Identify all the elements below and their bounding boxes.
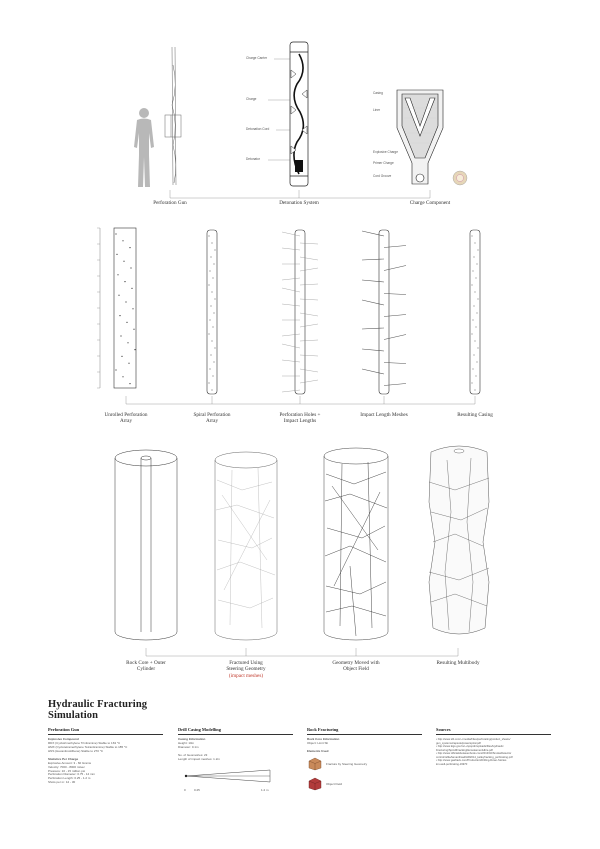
label-perforation-gun: Perforation Gun <box>153 200 187 206</box>
col1-sub1: Explosive Compound <box>48 737 79 741</box>
col-heading-sources: Sources <box>436 727 451 732</box>
scale-label-12: 1.2 m <box>261 788 269 792</box>
label-unrolled-array: Unrolled Perforation Array <box>104 412 148 425</box>
label-rock-core: Rock Core + Outer Cylinder <box>126 660 166 673</box>
col1-lines1: RDX (Cyclotrimethylene Trinitramine) Stable to 163 °C HMX (Cyclotetramethylene Tetranitramine) Stable to 185 °C HNS (Hexanitrostilbene) Stable to 270 °C <box>48 741 128 753</box>
impact-mesh-scale-diagram <box>182 768 274 788</box>
col4-rule <box>436 734 551 735</box>
callout-cord-groove: Cord Groove <box>373 174 392 178</box>
col-heading-drill-casing: Drill Casing Modelling <box>178 727 221 732</box>
callout-casing: Casing <box>373 91 383 95</box>
callout-charge: Charge <box>246 97 257 101</box>
label-resulting-casing: Resulting Casing <box>457 412 493 418</box>
col3-sub1: Rock Core Information <box>307 737 340 741</box>
col1-rule <box>48 734 163 735</box>
col3-sub2: Elements Used <box>307 749 329 753</box>
col2-lines1: Height: 10m Diameter: 0.1m <box>178 741 199 749</box>
col3-rule <box>307 734 422 735</box>
legend-object-field: Object Field <box>326 782 343 786</box>
col4-sources: • http://www.slb.com/~/media/Files/perforating/product_sheets/ gun_systems/capsule/powerspiral.pdf • http://www.kigs.gov.hu/~/spspdn/uploads/files/Hydraulic Fracturing/SpindlFrackingDemekamentHbre.pdf • http://www.officialsbetweenbook.com/2013/02/SmokeDetector control/refile/lamanthsad/HR2014_kelleyfracking_perforating.pdf • http://www.gasfrack.com/Production/Drilling-Down-Stories km-well-perforating-19970 <box>436 738 513 766</box>
label-resulting-multibody: Resulting Multibody <box>436 660 480 666</box>
scale-label-025: 0.25 <box>194 788 200 792</box>
col2-rule <box>178 734 293 735</box>
col2-lines2: No. of Geometries: 23 Length of impact meshes: 1.2m <box>178 753 220 761</box>
label-geometry-moved: Geometry Moved with Object Field <box>332 660 380 673</box>
callout-charge-carrier: Charge Carrier <box>246 56 268 60</box>
callout-detonation-cord: Detonation Cord <box>246 127 270 131</box>
rock-core-cube-icon <box>308 757 322 771</box>
label-perforation-holes: Perforation Holes + Impact Lengths <box>279 412 321 425</box>
col3-lines1: Object: Limit Sb <box>307 741 329 745</box>
col1-lines2: Explosive Amount: 3 - 60 Grams Velocity: 7000 - 8000 m/sec Pressure: 10 - 15 million psi Perforation Diameter: 0.75 - 14 mm Perforation Length: 0.25 - 1.2 m Shots per m: 12 - 30 <box>48 761 96 784</box>
col1-sub2: Statistics Per Charge <box>48 757 79 761</box>
col-heading-rock-fracturing: Rock Fracturing <box>307 727 339 732</box>
page-title: Hydraulic Fracturing Simulation <box>48 699 148 721</box>
callout-primer-charge: Primer Charge <box>373 161 394 165</box>
label-spiral-array: Spiral Perforation Array <box>193 412 231 425</box>
label-fractured: Fractured Using Steering Geometry (impact meshes) <box>226 660 266 679</box>
callout-liner: Liner <box>373 108 381 112</box>
callout-explosive-charge: Explosive Charge <box>373 150 398 154</box>
label-detonation-system: Detonation System <box>279 200 319 206</box>
col-heading-perforation-gun: Perforation Gun <box>48 727 80 732</box>
legend-fracture-steering: Fracture by Steering Geometry <box>326 762 368 766</box>
callout-detonator: Detonator <box>246 157 260 161</box>
object-field-cube-icon <box>308 777 322 791</box>
scale-label-0: 0 <box>184 788 186 792</box>
col2-sub1: Casing Information <box>178 737 206 741</box>
label-impact-meshes: Impact Length Meshes <box>360 412 408 418</box>
label-charge-component: Charge Component <box>409 200 451 206</box>
